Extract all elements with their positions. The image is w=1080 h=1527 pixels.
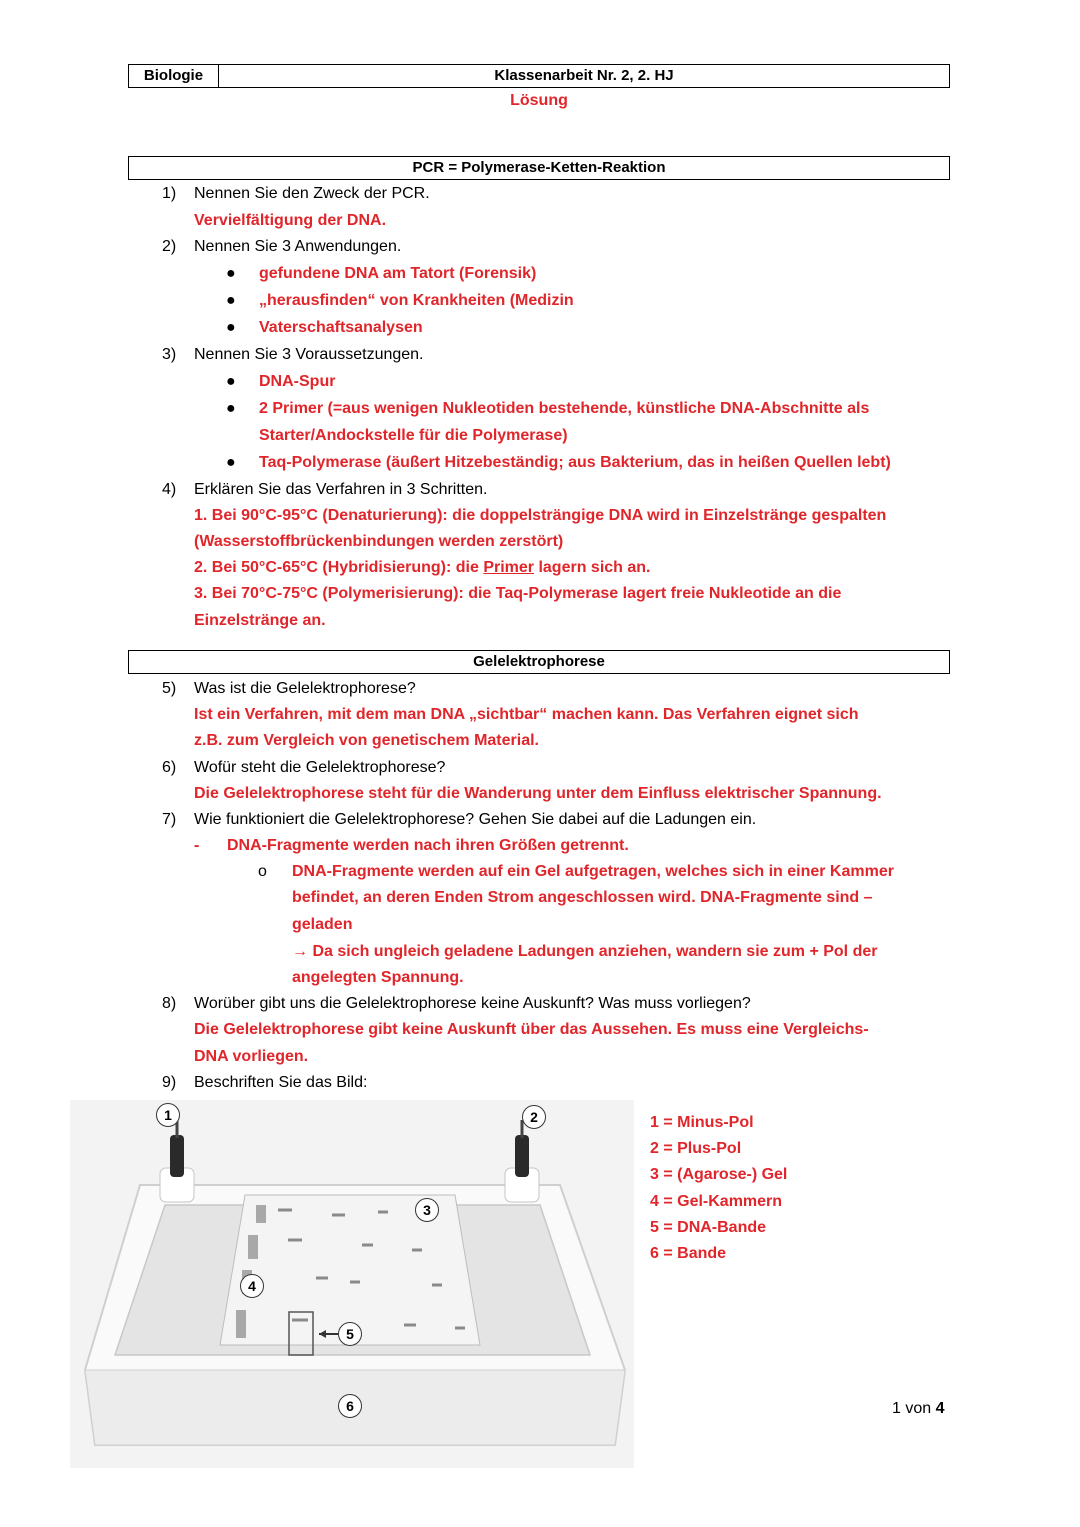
question-text: Nennen Sie den Zweck der PCR.: [194, 185, 430, 202]
question-6: [162, 758, 445, 778]
solution-label: Lösung: [510, 92, 568, 109]
answer-8: Die Gelelektrophorese gibt keine Auskunft über das Aussehen. Es muss eine Vergleichs-: [194, 1021, 869, 1038]
question-text: Nennen Sie 3 Anwendungen.: [194, 238, 402, 255]
legend-item: 1 = Minus-Pol: [650, 1114, 754, 1131]
question-3: [162, 345, 424, 365]
header-box: [128, 64, 950, 88]
section-heading-gel: Gelelektrophorese: [128, 650, 950, 674]
question-8: [162, 994, 751, 1014]
question-1: [162, 184, 430, 204]
answer-6: Die Gelelektrophorese steht für die Wanderung unter dem Einfluss elektrischer Spannung.: [194, 785, 882, 802]
legend-item: 6 = Bande: [650, 1245, 727, 1262]
page-number: 1 von 4: [892, 1400, 945, 1417]
answer-7-cont: befindet, an deren Enden Strom angeschlossen wird. DNA-Fragmente sind –: [292, 889, 873, 906]
answer-7-dash-item: - DNA-Fragmente werden nach ihren Größen getrennt.: [194, 837, 629, 854]
question-9: [162, 1073, 367, 1093]
marker-4: 4: [240, 1274, 264, 1298]
question-5: [162, 679, 416, 699]
answer-7-sub-item: o DNA-Fragmente werden auf ein Gel aufgetragen, welches sich in einer Kammer: [258, 863, 894, 880]
marker-5: 5: [338, 1322, 362, 1346]
legend-item: 5 = DNA-Bande: [650, 1219, 767, 1236]
answer-7-cont: geladen: [292, 916, 353, 933]
list-item-continuation: Starter/Andockstelle für die Polymerase): [259, 427, 568, 444]
legend-item: 4 = Gel-Kammern: [650, 1193, 783, 1210]
question-text: Worüber gibt uns die Gelelektrophorese keine Auskunft? Was muss vorliegen?: [194, 995, 751, 1012]
question-number: 7): [162, 811, 177, 828]
question-text: Beschriften Sie das Bild:: [194, 1074, 368, 1091]
answer-7-cont: angelegten Spannung.: [292, 969, 464, 986]
question-number: 6): [162, 759, 177, 776]
list-item: ● DNA-Spur: [226, 373, 336, 390]
marker-2: 2: [522, 1105, 546, 1129]
subject-label: Biologie: [129, 65, 219, 87]
question-text: Erklären Sie das Verfahren in 3 Schritten.: [194, 481, 488, 498]
question-number: 5): [162, 680, 177, 697]
question-text: Was ist die Gelelektrophorese?: [194, 680, 416, 697]
question-text: Wofür steht die Gelelektrophorese?: [194, 759, 446, 776]
question-number: 8): [162, 995, 177, 1012]
answer-step-3-cont: Einzelstränge an.: [194, 612, 326, 629]
gel-chamber-figure: [70, 1100, 634, 1468]
answer-step-1: 1. Bei 90°C-95°C (Denaturierung): die doppelsträngige DNA wird in Einzelstränge gespalten: [194, 507, 887, 524]
list-item: ● Vaterschaftsanalysen: [226, 319, 423, 336]
answer-1: Vervielfältigung der DNA.: [194, 212, 387, 229]
answer-7-cont: → Da sich ungleich geladene Ladungen anziehen, wandern sie zum + Pol der: [292, 943, 878, 960]
question-number: 4): [162, 481, 177, 498]
answer-step-2: 2. Bei 50°C-65°C (Hybridisierung): die Primer lagern sich an.: [194, 559, 651, 576]
list-item: ● gefundene DNA am Tatort (Forensik): [226, 265, 537, 282]
list-item: ● 2 Primer (=aus wenigen Nukleotiden bestehende, künstliche DNA-Abschnitte als: [226, 400, 870, 417]
marker-3: 3: [415, 1198, 439, 1222]
question-number: 1): [162, 185, 177, 202]
section-heading-pcr: PCR = Polymerase-Ketten-Reaktion: [128, 156, 950, 180]
question-number: 9): [162, 1074, 177, 1091]
marker-6: 6: [338, 1394, 362, 1418]
question-text: Wie funktioniert die Gelelektrophorese? Gehen Sie dabei auf die Ladungen ein.: [194, 811, 757, 828]
question-text: Nennen Sie 3 Voraussetzungen.: [194, 346, 424, 363]
answer-5-cont: z.B. zum Vergleich von genetischem Material.: [194, 732, 539, 749]
marker-1: 1: [156, 1103, 180, 1127]
question-number: 2): [162, 238, 177, 255]
legend-item: 3 = (Agarose-) Gel: [650, 1166, 788, 1183]
answer-5: Ist ein Verfahren, mit dem man DNA „sichtbar“ machen kann. Das Verfahren eignet sich: [194, 706, 859, 723]
list-item: ● Taq-Polymerase (äußert Hitzebeständig; aus Bakterium, das in heißen Quellen lebt): [226, 454, 891, 471]
question-2: [162, 237, 401, 257]
answer-step-3: 3. Bei 70°C-75°C (Polymerisierung): die Taq-Polymerase lagert freie Nukleotide an die: [194, 585, 842, 602]
answer-8-cont: DNA vorliegen.: [194, 1048, 309, 1065]
question-7: [162, 810, 756, 830]
answer-step-1-cont: (Wasserstoffbrückenbindungen werden zerstört): [194, 533, 564, 550]
exam-title: Klassenarbeit Nr. 2, 2. HJ: [494, 67, 674, 84]
question-number: 3): [162, 346, 177, 363]
question-4: [162, 480, 488, 500]
list-item: ● „herausfinden“ von Krankheiten (Medizin: [226, 292, 574, 309]
legend-item: 2 = Plus-Pol: [650, 1140, 742, 1157]
